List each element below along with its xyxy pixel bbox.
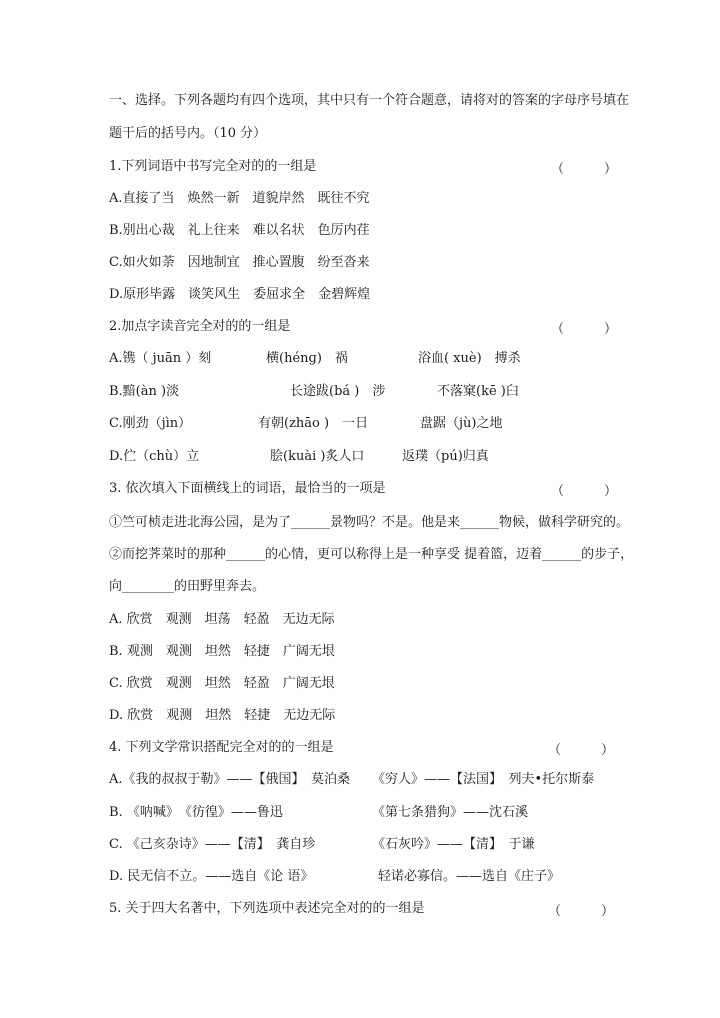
question-2-option-d-part1: D.伫（chù）立 — [109, 449, 200, 464]
question-2-answer-blank — [551, 318, 617, 337]
question-4-answer-blank — [548, 739, 614, 758]
question-4-option-d-part1: D. 民无信不立。——选自《论 语》 — [109, 869, 314, 884]
paren-close: ） — [601, 743, 615, 758]
question-2-option-c-part1: C.刚劲（jìn） — [109, 416, 192, 431]
question-2-stem: 2.加点字读音完全对的的一组是 — [109, 319, 291, 334]
paren-open: （ — [551, 162, 565, 177]
question-4-stem: 4. 下列文学常识搭配完全对的的一组是 — [109, 740, 334, 755]
question-3-option-c: C. 欣赏 观测 坦然 轻盈 广阔无垠 — [109, 676, 335, 691]
section-heading-line2: 题干后的括号内。（10 分） — [109, 126, 267, 141]
question-2-option-a-part1: A.镌（ juān ）刻 — [109, 351, 212, 366]
question-3-sentence-3: 向________的田野里奔去。 — [109, 579, 266, 594]
question-4-option-c-part1: C. 《己亥杂诗》——【清】 龚自珍 — [109, 837, 316, 852]
paren-open: （ — [551, 484, 565, 499]
question-3-sentence-2: ②而挖荠菜时的那种______的心情，更可以称得上是一种享受 提着篮，迈着______的步子， — [109, 547, 634, 562]
paren-open: （ — [551, 322, 565, 337]
question-3-option-b: B. 观测 观测 坦然 轻捷 广阔无垠 — [109, 644, 335, 659]
question-2-option-c-part2: 有朝(zhāo ) 一日 — [258, 416, 369, 431]
question-2-option-b-part3: 不落窠(kē )臼 — [437, 384, 519, 399]
paren-close: ） — [601, 904, 615, 919]
question-1-option-b: B.别出心裁 礼上往来 难以名状 色厉内荏 — [109, 223, 370, 238]
paren-open: （ — [548, 904, 562, 919]
question-2-option-d-part2: 脍(kuài )炙人口 — [270, 449, 365, 464]
question-4-option-a-part1: A.《我的叔叔于勒》——【俄国】 莫泊桑 — [109, 772, 351, 787]
question-3-option-a: A. 欣赏 观测 坦荡 轻盈 无边无际 — [109, 612, 335, 627]
question-3-stem: 3. 依次填入下面横线上的词语，最恰当的一项是 — [109, 481, 386, 496]
question-1-stem: 1.下列词语中书写完全对的的一组是 — [109, 159, 317, 174]
question-3-sentence-1: ①竺可桢走进北海公园，是为了______景物吗？不是。他是来______物候，做科学研究的。 — [109, 515, 630, 530]
question-2-option-a-part2: 横(hénɡ) 祸 — [266, 351, 348, 366]
question-4-option-b-part2: 《第七条猎狗》——沈石溪 — [372, 805, 529, 820]
question-2-option-d-part3: 返璞（pú)归真 — [402, 449, 489, 464]
question-1-option-c: C.如火如荼 因地制宜 推心置腹 纷至沓来 — [109, 255, 370, 270]
question-1-option-d: D.原形毕露 谈笑风生 委屈求全 金碧辉煌 — [109, 287, 371, 302]
question-4-option-b-part1: B. 《呐喊》 《彷徨》——鲁迅 — [109, 805, 283, 820]
question-4-option-c-part2: 《石灰吟》——【清】 于谦 — [372, 837, 535, 852]
question-2-option-b-part1: B.黯(àn )淡 — [109, 384, 180, 399]
question-2-option-c-part3: 盘踞（jù)之地 — [420, 416, 503, 431]
paren-close: ） — [604, 484, 618, 499]
question-1-answer-blank — [551, 158, 617, 177]
question-5-stem: 5. 关于四大名著中，下列选项中表述完全对的的一组是 — [109, 901, 425, 916]
paren-close: ） — [604, 322, 618, 337]
question-5-answer-blank — [548, 900, 614, 919]
question-2-option-b-part2: 长途跋(bá ) 涉 — [290, 384, 386, 399]
question-1-option-a: A.直接了当 焕然一新 道貌岸然 既往不究 — [109, 191, 370, 206]
question-4-option-a-part2: 《穷人》——【法国】 列夫•托尔斯泰 — [372, 772, 595, 787]
section-heading-line1: 一、选择。下列各题均有四个选项，其中只有一个符合题意，请将对的答案的字母序号填在 — [109, 93, 630, 108]
question-3-option-d: D. 欣赏 观测 坦然 轻捷 无边无际 — [109, 708, 336, 723]
question-4-option-d-part2: 轻诺必寡信。——选自《庄子》 — [378, 869, 561, 884]
paren-close: ） — [604, 162, 618, 177]
question-2-option-a-part3: 浴血( xuè) 搏杀 — [418, 351, 521, 366]
paren-open: （ — [548, 743, 562, 758]
question-3-answer-blank — [551, 480, 617, 499]
